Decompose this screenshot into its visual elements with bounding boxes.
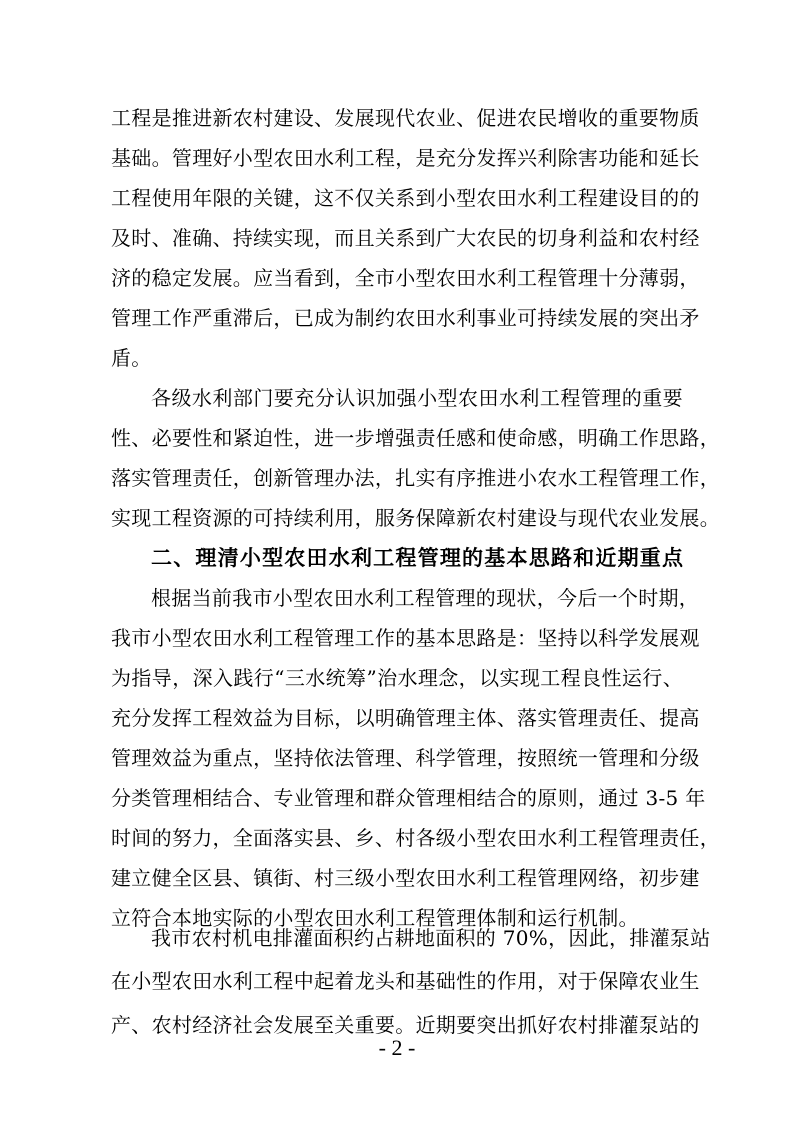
paragraph-3-line-8: 建立健全区县、镇街、村三级小型农田水利工程管理网络，初步建 [111,866,700,890]
paragraph-3-line-1: 根据当前我市小型农田水利工程管理的现状，今后一个时期， [151,586,700,610]
paragraph-3-line-2: 我市小型农田水利工程管理工作的基本思路是：坚持以科学发展观 [111,626,700,650]
paragraph-1-line-5: 济的稳定发展。应当看到，全市小型农田水利工程管理十分薄弱， [111,266,700,290]
paragraph-1-line-2: 基础。管理好小型农田水利工程，是充分发挥兴利除害功能和延长 [111,146,700,170]
section-heading: 二、理清小型农田水利工程管理的基本思路和近期重点 [151,546,683,570]
paragraph-1-line-1: 工程是推进新农村建设、发展现代农业、促进农民增收的重要物质 [111,106,700,130]
paragraph-1-line-3: 工程使用年限的关键，这不仅关系到小型农田水利工程建设目的的 [111,186,700,210]
paragraph-2-line-2: 性、必要性和紧迫性，进一步增强责任感和使命感，明确工作思路， [111,426,720,450]
paragraph-4-line-2: 在小型农田水利工程中起着龙头和基础性的作用，对于保障农业生 [111,969,700,993]
paragraph-3-line-9: 立符合本地实际的小型农田水利工程管理体制和运行机制。 [111,906,639,930]
paragraph-3-line-5: 管理效益为重点，坚持依法管理、科学管理，按照统一管理和分级 [111,746,700,770]
page-number: - 2 - [378,1035,416,1060]
paragraph-2-line-1: 各级水利部门要充分认识加强小型农田水利工程管理的重要 [151,386,683,410]
paragraph-2-line-4: 实现工程资源的可持续利用，服务保障新农村建设与现代农业发展。 [111,506,720,530]
paragraph-3-line-7: 时间的努力，全面落实县、乡、村各级小型农田水利工程管理责任， [111,826,720,850]
paragraph-3-line-6: 分类管理相结合、专业管理和群众管理相结合的原则，通过 3-5 年 [111,786,706,810]
paragraph-4-line-3: 产、农村经济社会发展至关重要。近期要突出抓好农村排灌泵站的 [111,1013,700,1037]
paragraph-2-line-3: 落实管理责任，创新管理办法，扎实有序推进小农水工程管理工作， [111,466,720,490]
paragraph-1-line-6: 管理工作严重滞后，已成为制约农田水利事业可持续发展的突出矛 [111,306,700,330]
paragraph-4-line-1: 我市农村机电排灌面积约占耕地面积的 70%，因此，排灌泵站 [151,926,711,950]
paragraph-3-line-3: 为指导，深入践行“三水统筹”治水理念，以实现工程良性运行、 [111,666,683,690]
paragraph-3-line-4: 充分发挥工程效益为目标，以明确管理主体、落实管理责任、提高 [111,706,700,730]
paragraph-1-line-4: 及时、准确、持续实现，而且关系到广大农民的切身利益和农村经 [111,226,700,250]
paragraph-1-line-7: 盾。 [111,346,152,370]
